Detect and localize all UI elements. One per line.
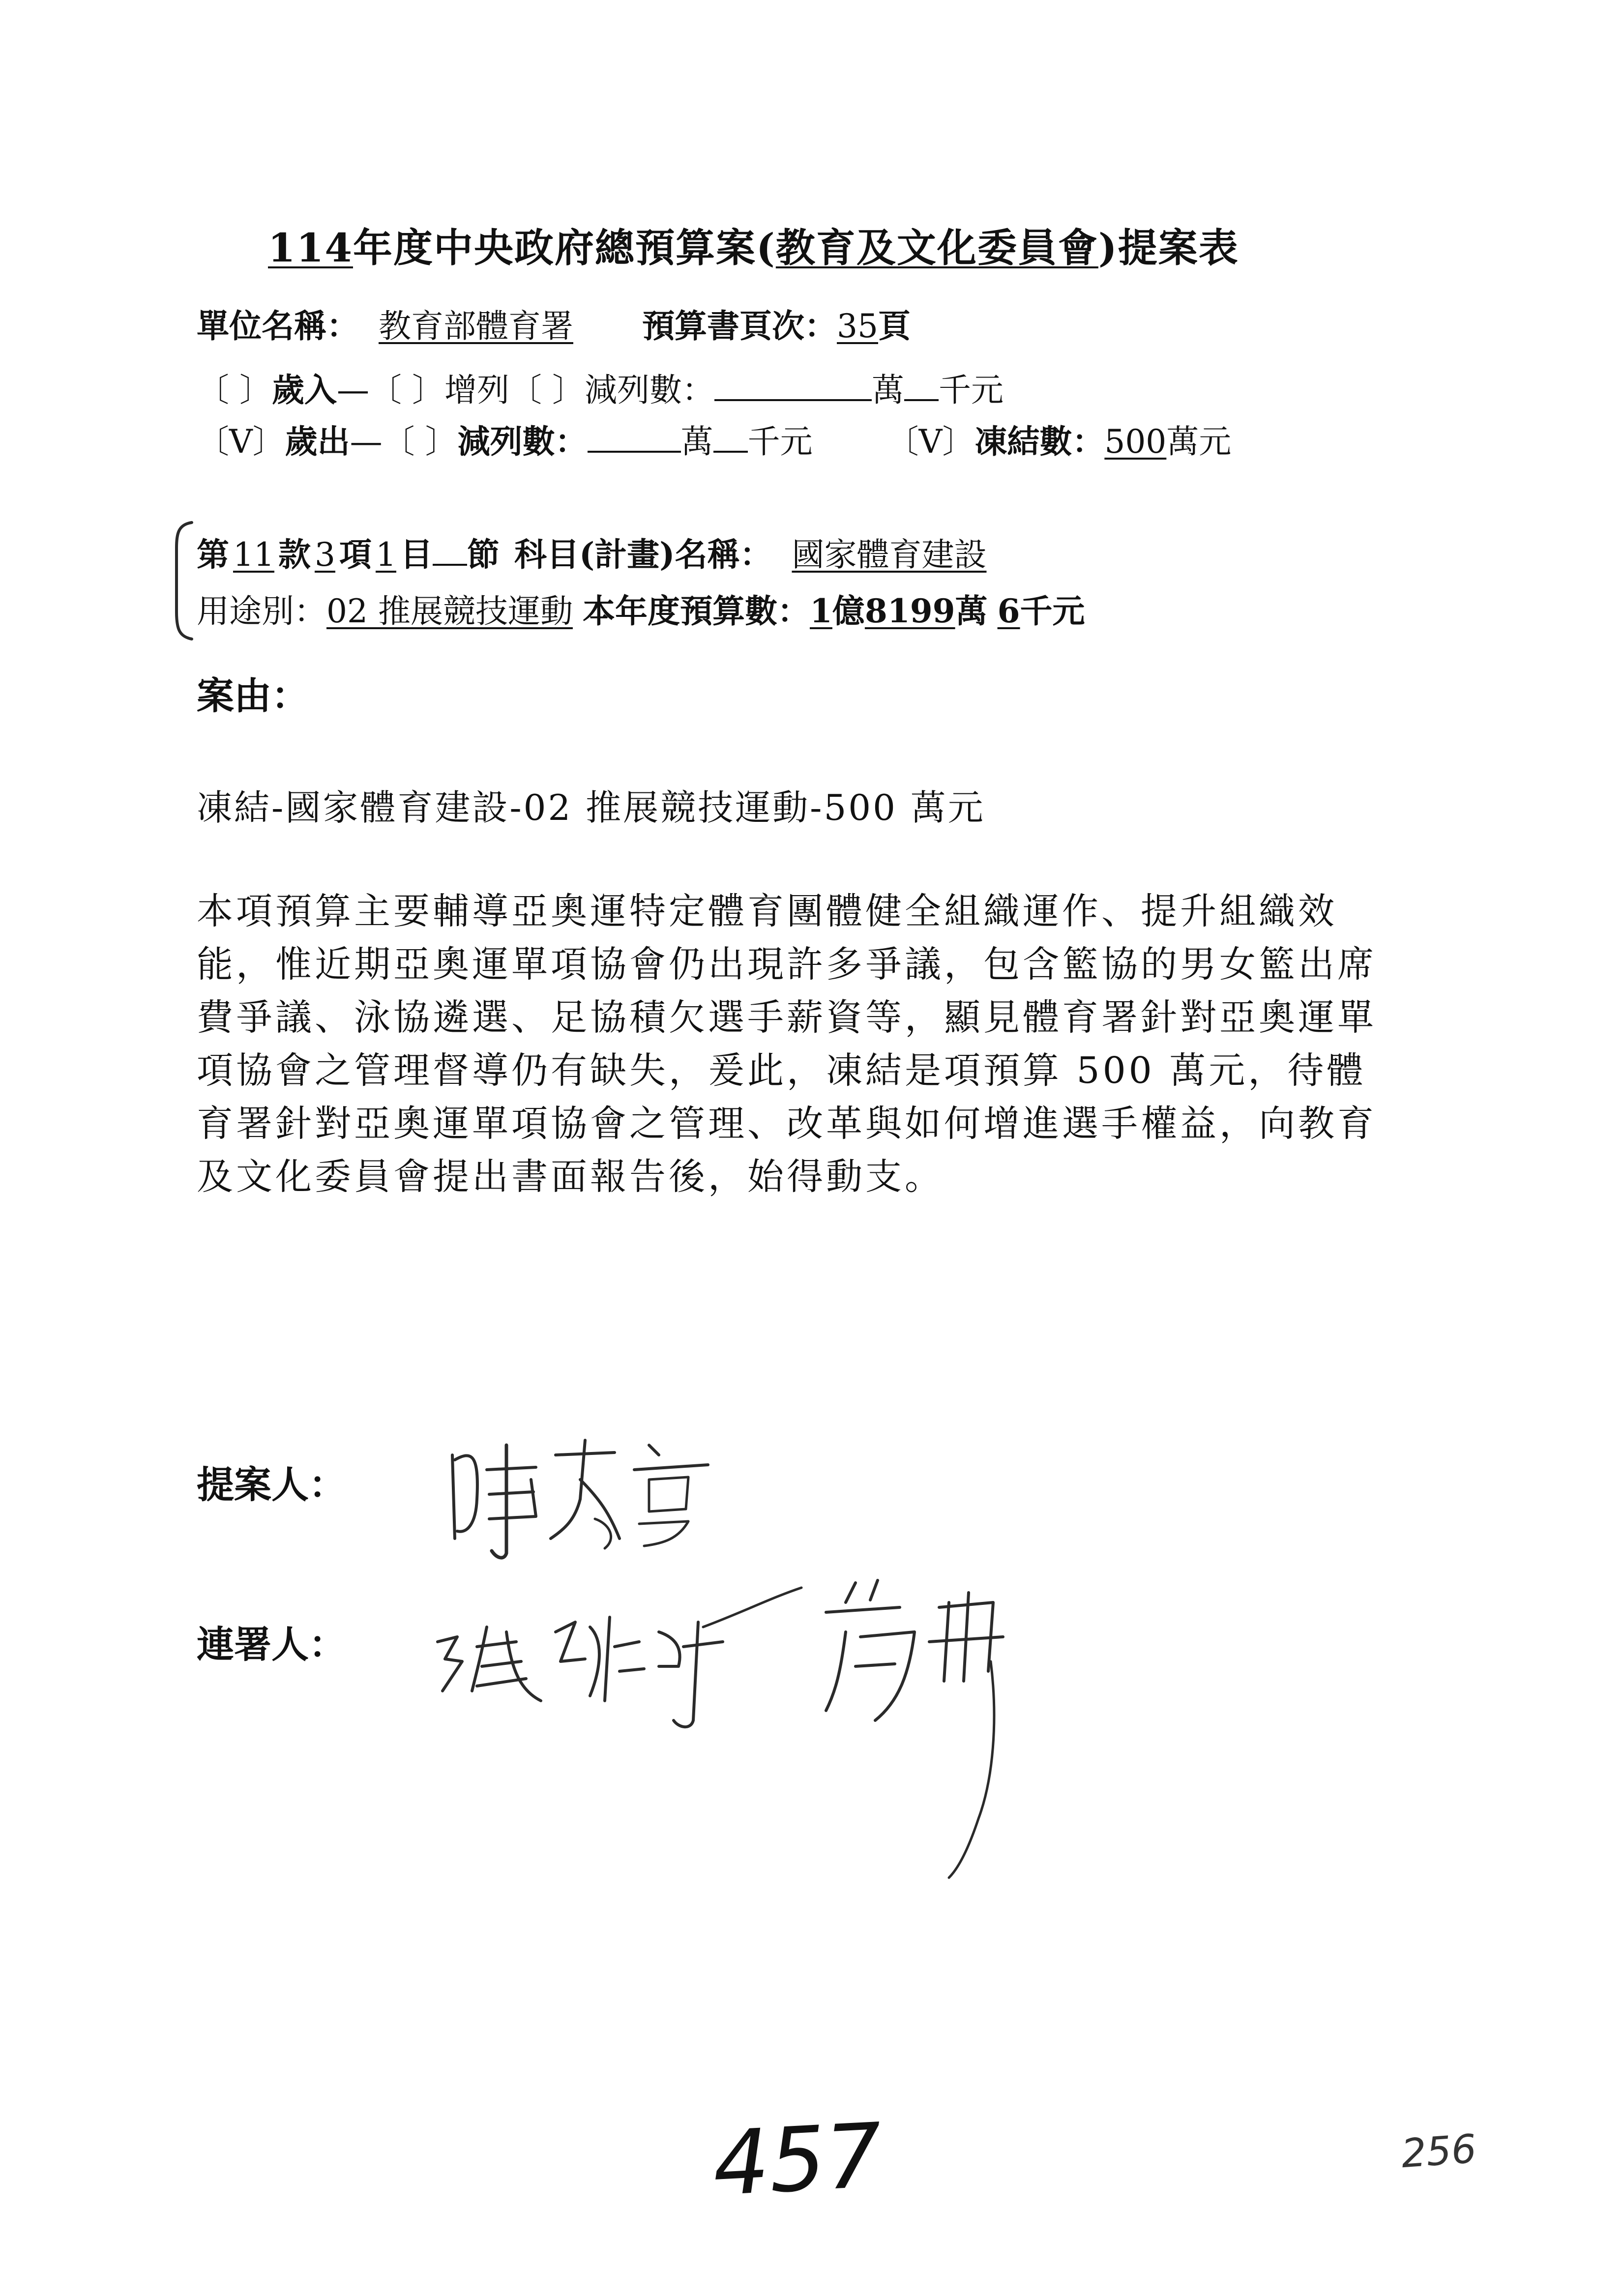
freeze-checkbox: 〔V〕 <box>886 423 975 461</box>
handwritten-number: 457 <box>710 2104 885 2216</box>
revenue-dash: — <box>336 371 369 409</box>
revenue-increase-label: 增列 <box>444 371 509 409</box>
title-end: )提案表 <box>1098 225 1239 271</box>
revenue-wan-blank <box>714 370 872 401</box>
budget-wan-unit: 萬 <box>955 592 988 630</box>
usage-value: 02 推展競技運動 <box>326 592 573 630</box>
reason-label: 案由： <box>197 674 309 718</box>
freeze-value: 500 <box>1104 423 1167 461</box>
kuan-number: 11 <box>233 536 274 574</box>
revenue-label: 歲入 <box>271 371 337 409</box>
reason-paragraph: 本項預算主要輔導亞奧運特定體育團體健全組織運作、提升組織效能，惟近期亞奧運單項協會仍出現許多爭議，包含籃協的男女籃出席費爭議、泳協遴選、足協積欠選手薪資等，顯見體育署針對亞奧運單項協會之管理督導仍有缺失，爰此，凍結是項預算 500 萬元，待體育署針對亞奧運單項協會之管理、改革與如何增進選手權益，向教育及文化委員會提出書面報告後，始得動支。 <box>197 890 1377 1198</box>
account-bracket <box>170 519 199 641</box>
revenue-checkbox: 〔 〕 <box>197 371 272 409</box>
page-label: 預算書頁次： <box>642 307 837 345</box>
revenue-decrease-checkbox: 〔 〕 <box>509 371 585 409</box>
unit-row <box>197 300 911 347</box>
freeze-label: 凍結數： <box>974 422 1105 461</box>
subject-label: 科目(計畫)名稱： <box>514 535 772 574</box>
revenue-wan-unit: 萬 <box>871 371 904 409</box>
unit-value: 教育部體育署 <box>379 307 573 345</box>
form-title <box>268 216 1239 273</box>
budget-yi-unit: 億 <box>832 592 865 630</box>
cosigner-signature-image <box>428 1573 1092 1892</box>
usage-row <box>197 585 1085 632</box>
page-value: 35 <box>837 307 878 345</box>
cosigner-label: 連署人： <box>197 1623 346 1666</box>
budget-wan-number: 8199 <box>864 592 955 630</box>
expense-wan-blank <box>588 421 681 453</box>
expense-decrease-label: 減列數： <box>457 422 588 461</box>
reason-summary: 凍結-國家體育建設-02 推展競技運動-500 萬元 <box>197 787 985 828</box>
expense-qian-blank <box>713 421 748 453</box>
revenue-qian-unit: 千元 <box>938 371 1004 409</box>
revenue-decrease-label: 減列數： <box>584 371 714 409</box>
account-di: 第 <box>197 535 229 574</box>
expense-checkbox: 〔V〕 <box>197 423 285 461</box>
proposer-label: 提案人： <box>197 1463 346 1507</box>
proposer-signature-image <box>433 1425 738 1573</box>
budget-yi-number: 1 <box>809 592 832 630</box>
kuan-label: 款 <box>278 535 311 574</box>
corner-number: 256 <box>1399 2125 1478 2177</box>
mu-label: 目 <box>400 535 433 574</box>
revenue-qian-blank <box>904 370 939 401</box>
xiang-label: 項 <box>339 535 372 574</box>
xiang-number: 3 <box>314 536 335 574</box>
expense-row <box>197 415 1231 462</box>
mu-number: 1 <box>375 536 396 574</box>
expense-qian-unit: 千元 <box>747 423 813 461</box>
expense-label: 歲出 <box>285 422 350 461</box>
page-suffix: 頁 <box>878 307 911 345</box>
expense-wan-unit: 萬 <box>680 423 713 461</box>
expense-decrease-checkbox: 〔 〕 <box>382 423 458 461</box>
budget-label: 本年度預算數： <box>582 592 810 630</box>
unit-label: 單位名稱： <box>197 307 359 345</box>
account-row <box>197 528 1026 575</box>
budget-qian-unit: 千元 <box>1020 592 1085 630</box>
title-committee: 教育及文化委員會 <box>775 225 1098 271</box>
jie-label: 節 <box>467 535 500 574</box>
title-year: 114 <box>268 225 353 271</box>
subject-value: 國家體育建設 <box>792 536 987 574</box>
revenue-increase-checkbox: 〔 〕 <box>369 371 444 409</box>
budget-qian-number: 6 <box>997 592 1020 630</box>
freeze-unit: 萬元 <box>1166 423 1232 461</box>
usage-label: 用途別： <box>197 592 326 630</box>
jie-blank <box>433 534 467 566</box>
expense-dash: — <box>350 423 383 461</box>
revenue-row <box>197 364 1004 410</box>
title-text: 年度中央政府總預算案( <box>353 225 776 271</box>
